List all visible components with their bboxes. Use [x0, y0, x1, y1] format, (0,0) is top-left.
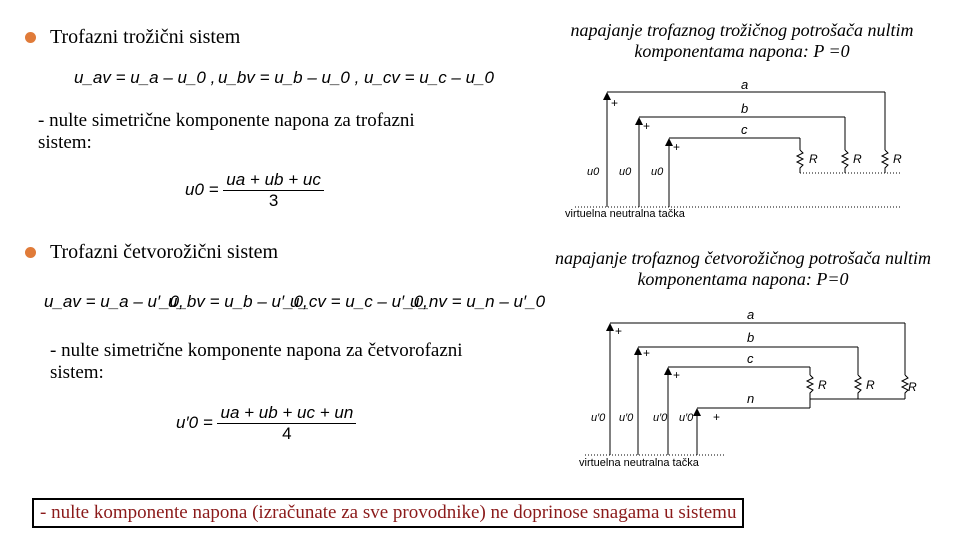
section2-note: - nulte simetrične komponente napona za četvorofazni sistem: — [50, 340, 463, 383]
resistor-label: R — [853, 152, 862, 166]
u0-label: u0 — [587, 166, 600, 178]
resistor-label: R — [893, 152, 902, 166]
section1-equation-a: u_av = u_a – u_0 , — [74, 68, 216, 87]
section2-equation-c: u_cv = u_c – u′_0, — [290, 292, 428, 311]
formula-denominator: 3 — [268, 191, 279, 210]
four-wire-circuit-diagram — [575, 305, 920, 470]
virtual-neutral-label: virtuelna neutralna tačka — [579, 457, 699, 469]
plus-sign: + — [713, 410, 721, 424]
section2-equation-n: u_nv = u_n – u′_0 — [410, 292, 546, 311]
u0-label: u′0 — [619, 412, 634, 424]
label-n: n — [747, 391, 755, 406]
formula-lhs: u0 = — [185, 179, 219, 199]
section1-equation-c: u_cv = u_c – u_0 — [364, 68, 494, 87]
label-c: c — [741, 122, 748, 137]
u0-label: u0 — [651, 166, 664, 178]
section1-note: - nulte simetrične komponente napona za trofazni sistem: — [38, 110, 415, 153]
plus-sign: + — [611, 96, 619, 110]
label-b: b — [741, 101, 749, 116]
section1-title: Trofazni trožični sistem — [50, 26, 241, 48]
diagram1-caption: napajanje trofaznog trožičnog potrošača nultim komponentama napona: P =0 — [570, 20, 914, 61]
resistor-label: R — [866, 378, 875, 392]
resistor-label: R — [818, 378, 827, 392]
virtual-neutral-label: virtuelna neutralna tačka — [565, 208, 685, 220]
section2-formula — [176, 403, 356, 444]
plus-sign: + — [673, 140, 681, 154]
formula-numerator: ua + ub + uc — [223, 170, 324, 191]
section1-equation-b: u_bv = u_b – u_0 , — [218, 68, 360, 87]
section1-formula — [185, 170, 324, 211]
plus-sign: + — [643, 119, 651, 133]
u0-label: u′0 — [591, 412, 606, 424]
u0-label: u′0 — [653, 412, 668, 424]
resistor-label: R — [908, 380, 917, 394]
formula-denominator: 4 — [282, 424, 292, 443]
formula-fraction — [217, 403, 356, 444]
section2-title: Trofazni četvorožični sistem — [50, 241, 279, 263]
formula-numerator: ua + ub + uc + un — [217, 403, 356, 424]
resistor-label: R — [809, 152, 818, 166]
bullet-dot — [25, 32, 36, 43]
plus-sign: + — [643, 346, 651, 360]
plus-sign: + — [615, 324, 623, 338]
section2-equation-a: u_av = u_a – u′_0, — [44, 292, 184, 311]
u0-label: u0 — [619, 166, 632, 178]
plus-sign: + — [673, 368, 681, 382]
label-c: c — [747, 351, 754, 366]
bullet-dot — [25, 247, 36, 258]
label-a: a — [741, 77, 749, 92]
diagram2-caption: napajanje trofaznog četvorožičnog potrošača nultim komponentama napona: P=0 — [555, 248, 931, 289]
label-a: a — [747, 307, 755, 322]
three-wire-circuit-diagram — [555, 75, 915, 220]
footer-note: - nulte komponente napona (izračunate za sve provodnike) ne doprinose snagama u sistemu — [32, 498, 744, 528]
section2-equation-b: u_bv = u_b – u′_0, — [168, 292, 308, 311]
u0-label: u′0 — [679, 412, 694, 424]
formula-fraction — [223, 170, 324, 211]
label-b: b — [747, 330, 755, 345]
formula-lhs: u′0 = — [176, 412, 213, 432]
